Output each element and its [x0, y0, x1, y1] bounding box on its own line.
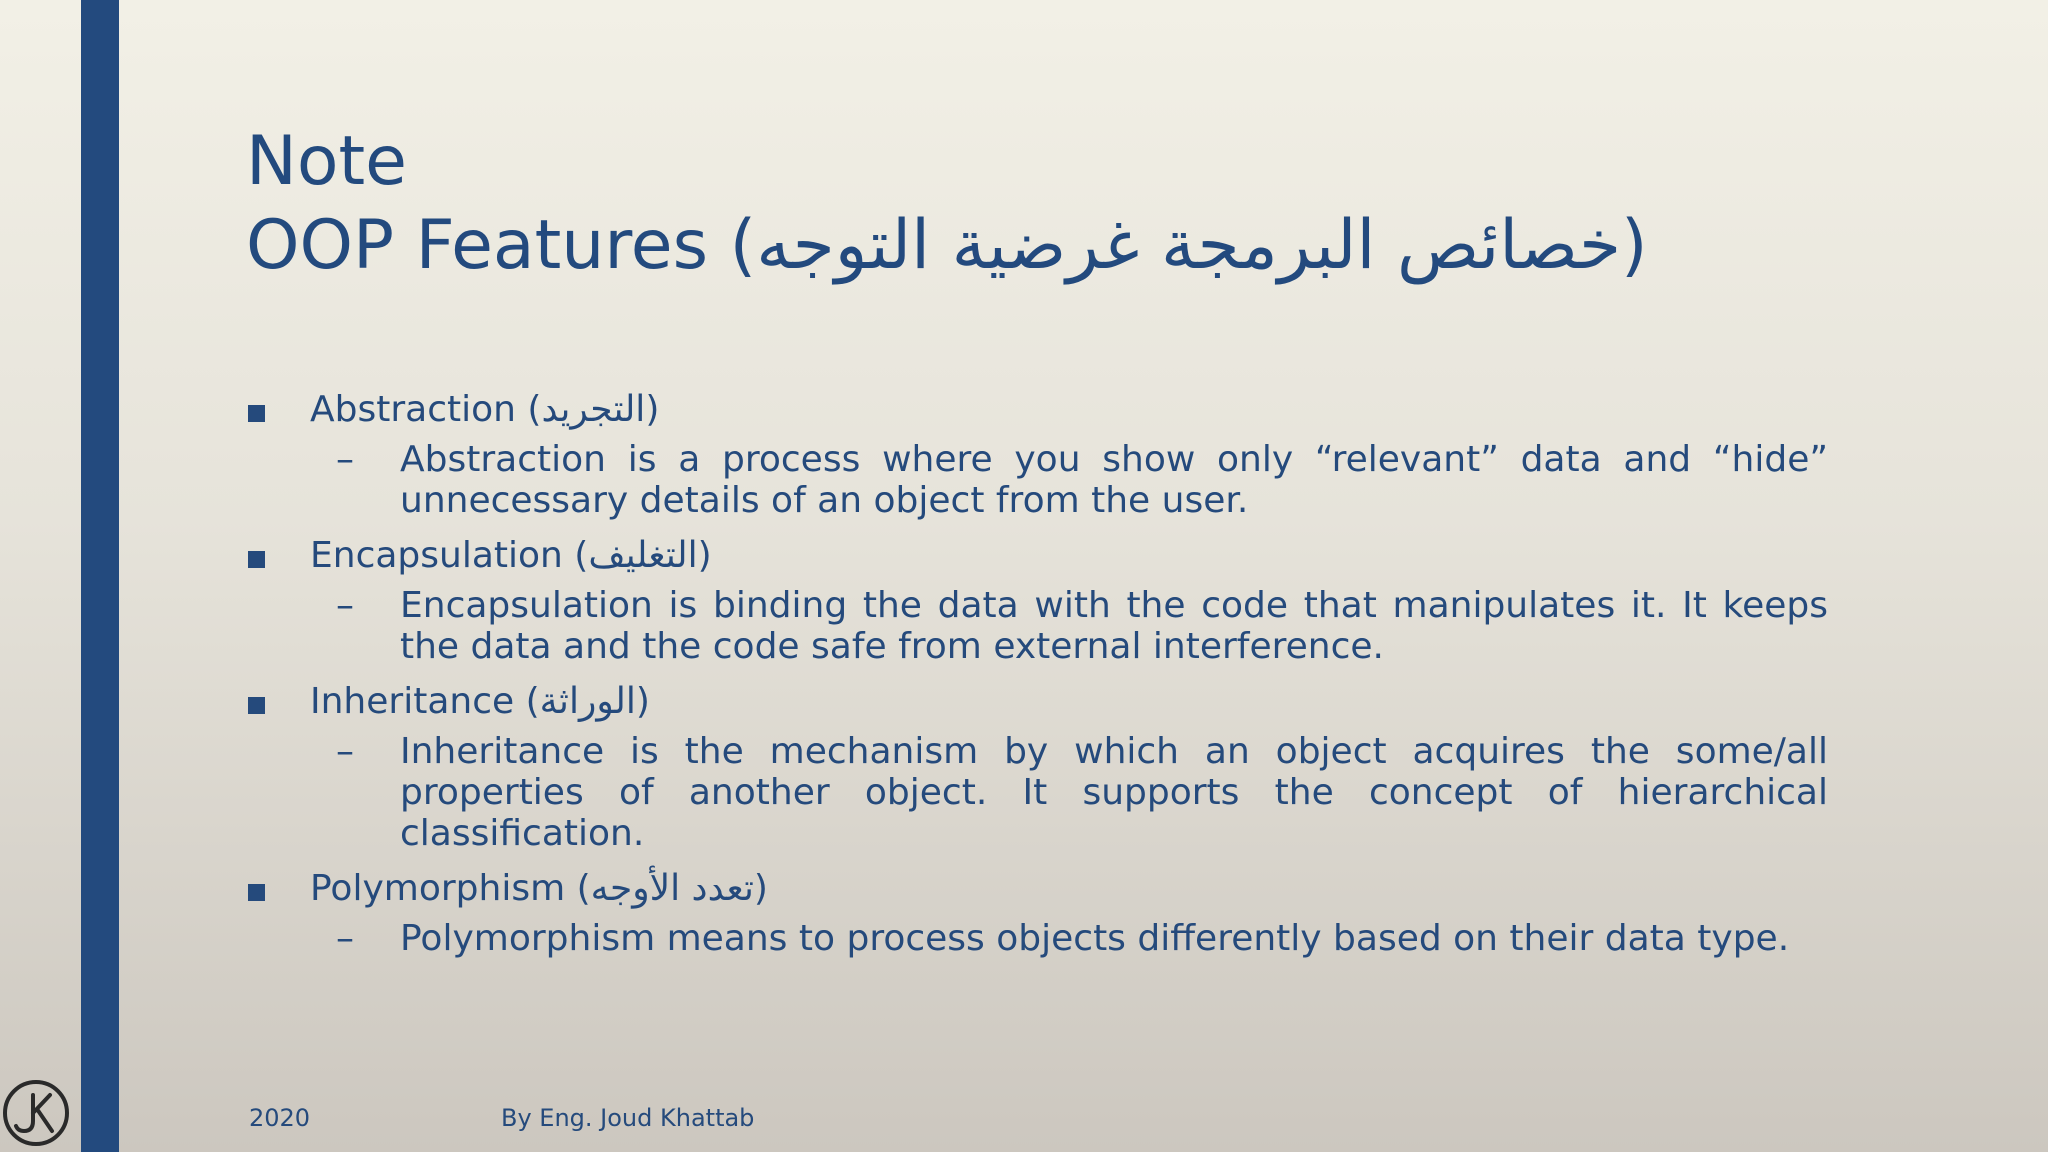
dash-bullet-icon: –	[336, 439, 354, 480]
dash-bullet-icon: –	[336, 918, 354, 959]
feature-item-polymorphism	[246, 864, 1828, 959]
feature-heading	[246, 864, 1828, 914]
square-bullet-icon	[248, 697, 265, 714]
feature-description-text: Polymorphism means to process objects differently based on their data type.	[400, 918, 1790, 959]
feature-description-text: Inheritance is the mechanism by which an object acquires the some/all properties of another object. It supports the concept of hierarchical classification.	[400, 731, 1828, 854]
feature-description	[246, 439, 1828, 521]
footer-year: 2020	[249, 1104, 311, 1132]
dash-bullet-icon: –	[336, 585, 354, 626]
feature-heading	[246, 385, 1828, 435]
dash-bullet-icon: –	[336, 731, 354, 772]
feature-heading-text: Abstraction (التجريد)	[310, 389, 660, 430]
square-bullet-icon	[248, 551, 265, 568]
title-line-oop-features: OOP Features (خصائص البرمجة غرضية التوجه)	[246, 206, 1648, 285]
feature-heading-text: Encapsulation (التغليف)	[310, 535, 712, 576]
footer-author: By Eng. Joud Khattab	[501, 1104, 755, 1132]
feature-heading-text: Polymorphism (تعدد الأوجه)	[310, 868, 768, 909]
feature-heading	[246, 677, 1828, 727]
feature-description	[246, 918, 1828, 959]
slide-title	[246, 120, 1648, 288]
feature-item-abstraction	[246, 385, 1828, 521]
square-bullet-icon	[248, 405, 265, 422]
square-bullet-icon	[248, 884, 265, 901]
feature-description-text: Abstraction is a process where you show only “relevant” data and “hide” unnecessary details of an object from the user.	[400, 439, 1828, 521]
feature-description	[246, 585, 1828, 667]
left-accent-bar	[81, 0, 119, 1152]
feature-description	[246, 731, 1828, 854]
feature-item-inheritance	[246, 677, 1828, 854]
feature-list	[246, 385, 1828, 969]
jk-logo-icon	[2, 1079, 70, 1147]
feature-heading	[246, 531, 1828, 581]
feature-description-text: Encapsulation is binding the data with the code that manipulates it. It keeps the data and the code safe from external interference.	[400, 585, 1828, 667]
feature-item-encapsulation	[246, 531, 1828, 667]
title-line-note: Note	[246, 122, 407, 201]
feature-heading-text: Inheritance (الوراثة)	[310, 681, 650, 722]
